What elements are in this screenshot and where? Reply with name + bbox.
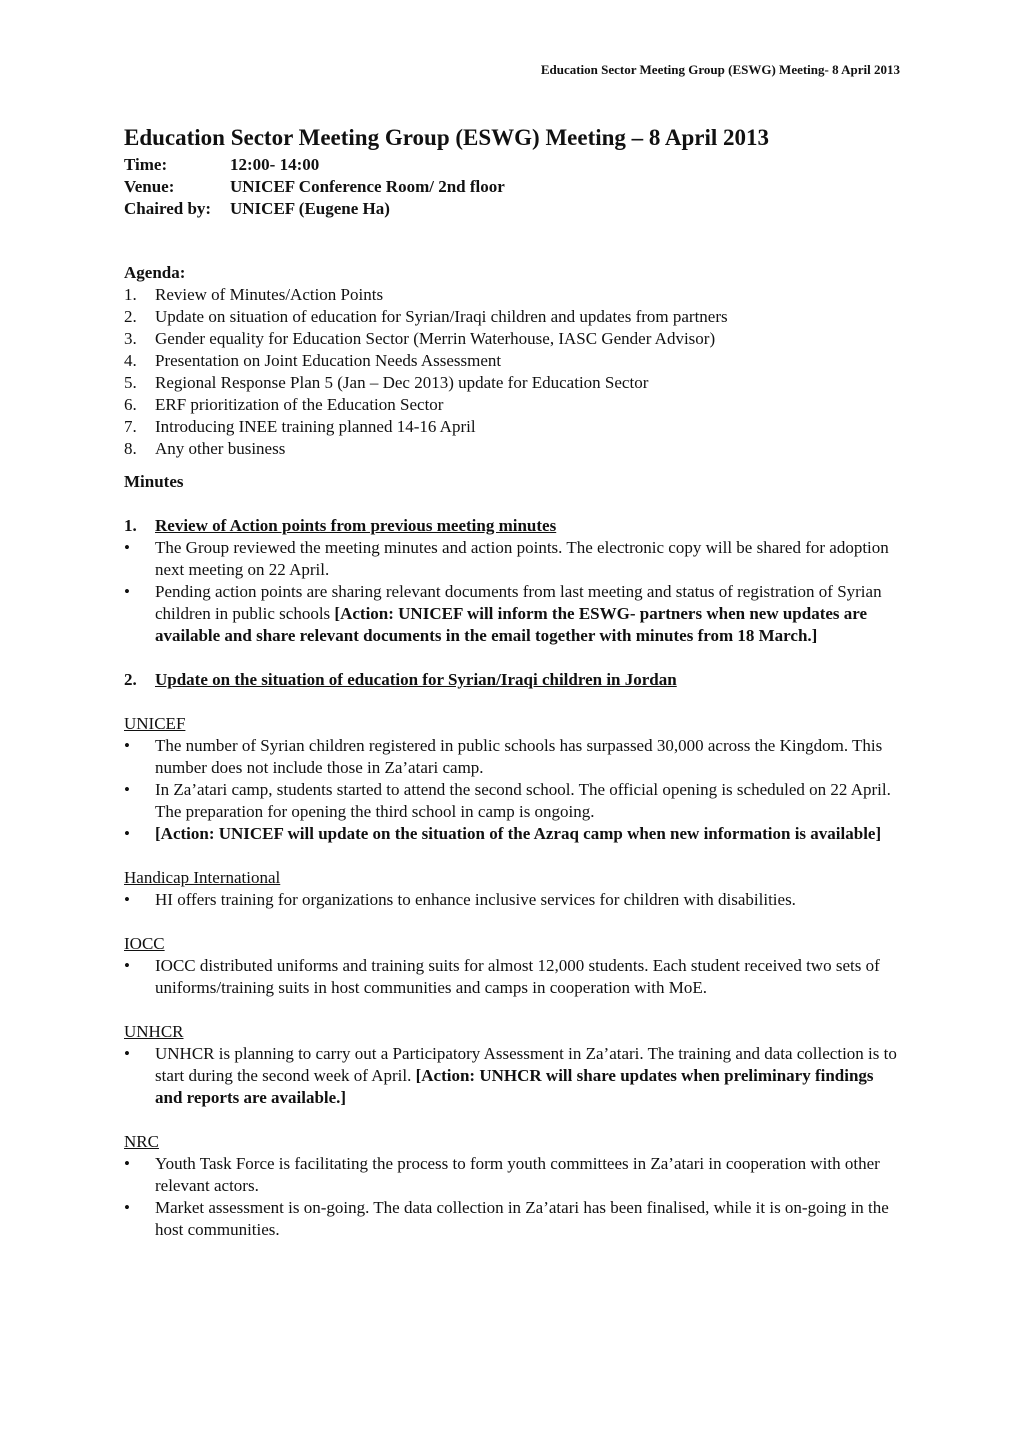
agenda-number: 1. — [124, 285, 137, 304]
time-value: 12:00- 14:00 — [230, 155, 320, 174]
agenda-number: 6. — [124, 395, 137, 414]
bullet-item — [124, 889, 900, 911]
org-heading-nrc: NRC — [124, 1132, 159, 1151]
bullet-item — [124, 823, 900, 845]
agenda-item — [124, 438, 900, 460]
document-body — [124, 124, 900, 1241]
agenda-text: Gender equality for Education Sector (Merrin Waterhouse, IASC Gender Advisor) — [155, 329, 716, 348]
bullet-item — [124, 581, 900, 647]
chair-label: Chaired by: — [124, 199, 212, 218]
agenda-text: Review of Minutes/Action Points — [155, 285, 384, 304]
agenda-number: 5. — [124, 373, 137, 392]
meta-venue — [124, 176, 900, 198]
running-header: Education Sector Meeting Group (ESWG) Meeting- 8 April 2013 — [540, 62, 900, 77]
bullet-text: The Group reviewed the meeting minutes and action points. The electronic copy will be shared for adoption next meeting on 22 April. — [155, 538, 889, 579]
bullet-text: Youth Task Force is facilitating the process to form youth committees in Za’atari in cooperation with other relevant actors. — [155, 1154, 880, 1195]
agenda-text: ERF prioritization of the Education Sector — [155, 395, 444, 414]
bullet-icon: • — [124, 780, 130, 799]
org-heading-unicef: UNICEF — [124, 714, 186, 733]
org-heading-iocc: IOCC — [124, 934, 165, 953]
bullet-text: HI offers training for organizations to enhance inclusive services for children with disabilities. — [155, 890, 796, 909]
venue-label: Venue: — [124, 177, 175, 196]
bullet-text: Market assessment is on-going. The data collection in Za’atari has been finalised, while it is on-going in the host communities. — [155, 1198, 889, 1239]
agenda-text: Introducing INEE training planned 14-16 April — [155, 417, 476, 436]
bullet-icon: • — [124, 582, 130, 601]
agenda-item — [124, 350, 900, 372]
unhcr-bullets — [124, 1043, 900, 1109]
action-text: [Action: UNHCR will share updates when preliminary findings and reports are available.] — [155, 1066, 874, 1107]
minutes-title: Minutes — [124, 472, 184, 491]
hi-bullets — [124, 889, 900, 911]
bullet-text: The number of Syrian children registered in public schools has surpassed 30,000 across the Kingdom. This number does not include those in Za’atari camp. — [155, 736, 883, 777]
bullet-icon: • — [124, 956, 130, 975]
section-number: 1. — [124, 516, 137, 535]
iocc-bullets — [124, 955, 900, 999]
section-heading-2 — [124, 669, 900, 691]
section-heading-1 — [124, 515, 900, 537]
agenda-text: Any other business — [155, 439, 286, 458]
bullet-item — [124, 779, 900, 823]
bullet-item — [124, 537, 900, 581]
meta-chair — [124, 198, 900, 220]
agenda-text: Regional Response Plan 5 (Jan – Dec 2013) update for Education Sector — [155, 373, 649, 392]
time-label: Time: — [124, 155, 168, 174]
agenda-item — [124, 306, 900, 328]
section-title: Update on the situation of education for Syrian/Iraqi children in Jordan — [155, 670, 677, 689]
bullet-icon: • — [124, 1198, 130, 1217]
bullet-item — [124, 1153, 900, 1197]
bullet-text: In Za’atari camp, students started to attend the second school. The official opening is scheduled on 22 April. The preparation for opening the third school in camp is ongoing. — [155, 780, 891, 821]
bullet-item — [124, 735, 900, 779]
agenda-number: 7. — [124, 417, 137, 436]
meta-time — [124, 154, 900, 176]
agenda-text: Update on situation of education for Syrian/Iraqi children and updates from partners — [155, 307, 728, 326]
section1-bullets — [124, 537, 900, 647]
action-text: [Action: UNICEF will inform the ESWG- partners when new updates are available and share relevant documents in the email together with minutes from 18 March.] — [155, 604, 868, 645]
org-heading-hi: Handicap International — [124, 868, 281, 887]
action-text: [Action: UNICEF will update on the situation of the Azraq camp when new information is available] — [155, 824, 882, 843]
unicef-bullets — [124, 735, 900, 845]
bullet-text: IOCC distributed uniforms and training suits for almost 12,000 students. Each student received two sets of uniforms/training suits in host communities and camps in cooperation with MoE. — [155, 956, 880, 997]
bullet-item — [124, 955, 900, 999]
agenda-text: Presentation on Joint Education Needs Assessment — [155, 351, 502, 370]
bullet-icon: • — [124, 890, 130, 909]
bullet-item — [124, 1043, 900, 1109]
document-title: Education Sector Meeting Group (ESWG) Meeting – 8 April 2013 — [124, 125, 770, 150]
bullet-icon: • — [124, 1154, 130, 1173]
bullet-icon: • — [124, 1044, 130, 1063]
agenda-item — [124, 284, 900, 306]
section-number: 2. — [124, 670, 137, 689]
bullet-text — [155, 1043, 900, 1109]
agenda-number: 4. — [124, 351, 137, 370]
bullet-icon: • — [124, 538, 130, 557]
agenda-item — [124, 328, 900, 350]
bullet-icon: • — [124, 824, 130, 843]
nrc-bullets — [124, 1153, 900, 1241]
agenda-list — [124, 284, 900, 460]
agenda-item — [124, 416, 900, 438]
agenda-title: Agenda: — [124, 263, 186, 282]
agenda-number: 3. — [124, 329, 137, 348]
agenda-item — [124, 394, 900, 416]
agenda-item — [124, 372, 900, 394]
agenda-number: 8. — [124, 439, 137, 458]
agenda-number: 2. — [124, 307, 137, 326]
org-heading-unhcr: UNHCR — [124, 1022, 184, 1041]
section-title: Review of Action points from previous meeting minutes — [155, 516, 557, 535]
bullet-item — [124, 1197, 900, 1241]
bullet-text-plain: UNHCR is planning to carry out a Participatory Assessment in Za’atari. The training and data collection is to start during the second week of April. — [155, 1044, 897, 1085]
bullet-icon: • — [124, 736, 130, 755]
venue-value: UNICEF Conference Room/ 2nd floor — [230, 177, 505, 196]
bullet-text — [155, 581, 900, 647]
chair-value: UNICEF (Eugene Ha) — [230, 199, 390, 218]
bullet-text-plain: Pending action points are sharing relevant documents from last meeting and status of registration of Syrian children in public schools — [155, 582, 882, 623]
